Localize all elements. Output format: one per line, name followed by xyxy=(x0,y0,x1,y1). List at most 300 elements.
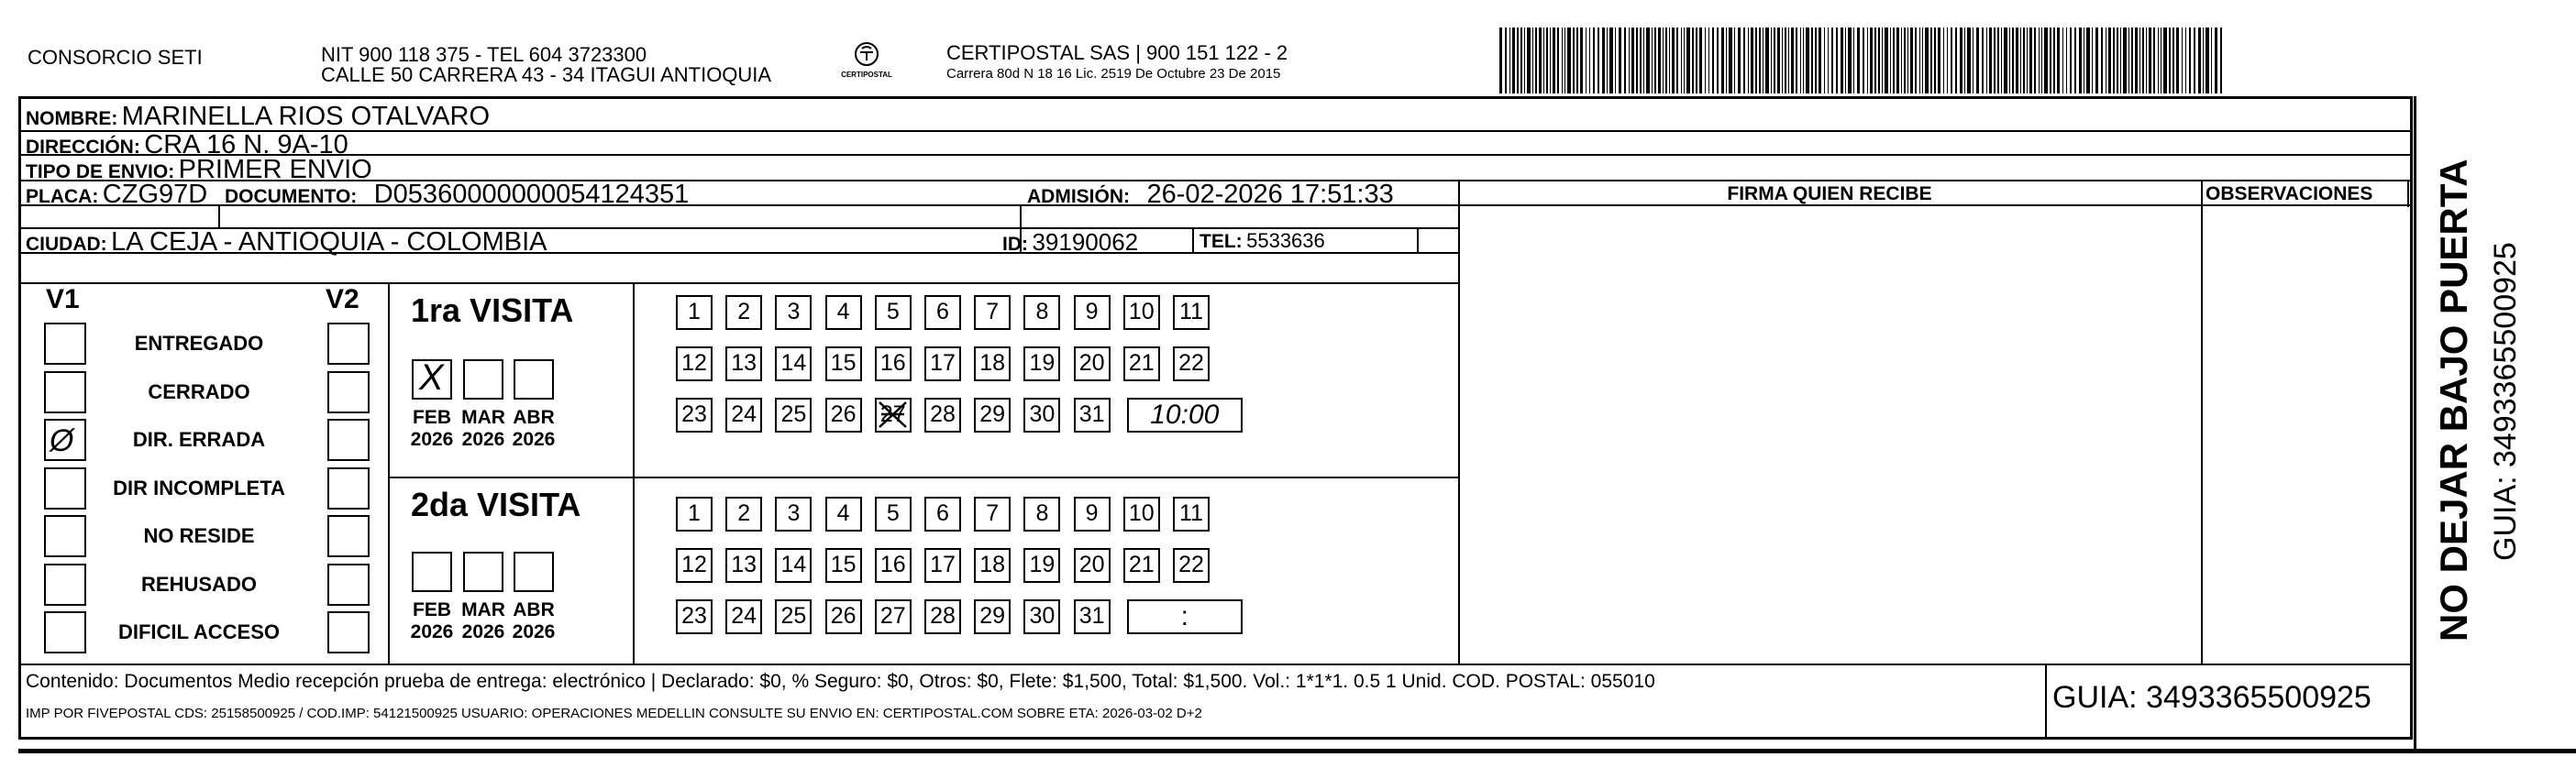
barcode-bar xyxy=(1748,27,1749,93)
day-number: 20 xyxy=(1078,552,1105,577)
company-name: CONSORCIO SETI xyxy=(28,46,203,69)
day-box[interactable] xyxy=(1173,295,1210,330)
barcode-bar xyxy=(2016,27,2018,93)
barcode-bar xyxy=(2120,27,2121,93)
barcode-bar xyxy=(2057,27,2060,93)
day-box[interactable] xyxy=(1123,497,1160,532)
visit1-title: 1ra VISITA xyxy=(411,291,574,329)
id-cell xyxy=(1002,228,1138,257)
day-box[interactable] xyxy=(924,548,961,583)
barcode-bar xyxy=(1994,27,1996,93)
frame-shadow-bottom xyxy=(18,749,2576,753)
day-box[interactable] xyxy=(725,398,762,433)
firma-header: FIRMA QUIEN RECIBE xyxy=(1727,183,1932,204)
day-box[interactable] xyxy=(1074,398,1111,433)
barcode-bar xyxy=(1665,27,1667,93)
day-box[interactable] xyxy=(825,548,862,583)
documento-label: DOCUMENTO: xyxy=(225,186,358,207)
barcode-bar xyxy=(1708,27,1709,93)
footer-line2: IMP POR FIVEPOSTAL CDS: 25158500925 / COD.IMP: 54121500925 USUARIO: OPERACIONES MEDELLIN CONSULTE SU ENVIO EN: CERTIPOSTAL.COM SOBRE ETA: 2026-03-02 D+2 xyxy=(26,706,1202,721)
month-label: MAR xyxy=(461,407,505,428)
barcode-bar xyxy=(2050,27,2051,93)
documento-cell xyxy=(225,180,689,210)
status-label: NO RESIDE xyxy=(143,524,255,547)
day-box[interactable] xyxy=(1123,548,1160,583)
barcode-bar xyxy=(2092,27,2093,93)
barcode-bar xyxy=(1576,27,1578,93)
barcode-bar xyxy=(1863,27,1864,93)
barcode-bar xyxy=(1586,27,1587,93)
day-box[interactable] xyxy=(676,548,713,583)
column-rule xyxy=(633,282,635,664)
status-label: DIFICIL ACCESO xyxy=(117,620,280,643)
direccion-value: CRA 16 N. 9A-10 xyxy=(144,130,348,159)
admision-cell xyxy=(1027,180,1394,210)
barcode-bar xyxy=(2169,27,2171,93)
v2-checkbox[interactable] xyxy=(327,611,370,653)
barcode-bar xyxy=(2053,27,2055,93)
barcode-bar xyxy=(1619,27,1621,93)
month-label: ABR xyxy=(513,599,555,620)
day-box[interactable] xyxy=(1023,398,1060,433)
scribble-icon xyxy=(877,400,909,430)
day-box[interactable] xyxy=(974,497,1011,532)
barcode-bar xyxy=(1755,27,1757,93)
day-number: 17 xyxy=(930,350,956,376)
day-box[interactable] xyxy=(924,599,961,634)
column-rule xyxy=(2045,664,2047,740)
day-number: 15 xyxy=(830,552,857,577)
barcode-bar xyxy=(1524,27,1525,93)
barcode-bar xyxy=(1636,27,1638,93)
day-number: 31 xyxy=(1078,401,1105,427)
barcode-bar xyxy=(2117,27,2118,93)
barcode-bar xyxy=(1947,27,1948,93)
day-box[interactable] xyxy=(775,295,812,330)
barcode-bar xyxy=(1938,27,1940,93)
day-box[interactable] xyxy=(1173,346,1210,381)
barcode-bar xyxy=(1564,27,1565,93)
day-box[interactable] xyxy=(725,295,762,330)
day-box[interactable] xyxy=(775,398,812,433)
barcode-bar xyxy=(2172,27,2174,93)
day-box[interactable] xyxy=(974,346,1011,381)
time-value: 10:00 xyxy=(1150,400,1220,430)
day-box[interactable] xyxy=(825,497,862,532)
day-number: 1 xyxy=(688,299,701,324)
row-rule xyxy=(388,477,1458,478)
barcode-bar xyxy=(2139,27,2140,93)
barcode-bar xyxy=(2004,27,2007,93)
day-number: 12 xyxy=(681,350,707,376)
day-number: 17 xyxy=(930,552,956,577)
day-number: 19 xyxy=(1029,552,1056,577)
month-checkbox[interactable] xyxy=(514,359,554,400)
day-box[interactable] xyxy=(924,398,961,433)
time-box[interactable] xyxy=(1127,398,1243,433)
barcode-bar xyxy=(1870,27,1873,93)
ciudad-value: LA CEJA - ANTIOQUIA - COLOMBIA xyxy=(111,227,547,257)
placa-value: CZG97D xyxy=(102,180,208,209)
barcode-bar xyxy=(1658,27,1661,93)
month-handwritten-mark: X xyxy=(419,357,444,398)
barcode-bar xyxy=(1815,27,1817,93)
day-box[interactable] xyxy=(1123,346,1160,381)
day-number: 26 xyxy=(830,401,857,427)
day-number: 21 xyxy=(1128,552,1155,577)
v1-handwritten-mark: Ø xyxy=(50,423,74,458)
barcode-bar xyxy=(2079,27,2082,93)
barcode-bar xyxy=(1845,27,1846,93)
barcode-bar xyxy=(1546,27,1548,93)
month-checkbox[interactable] xyxy=(412,359,452,400)
barcode-bar xyxy=(2108,27,2111,93)
day-box[interactable] xyxy=(875,398,912,433)
day-number: 22 xyxy=(1178,552,1204,577)
barcode-bar xyxy=(2163,27,2167,93)
visit2-title: 2da VISITA xyxy=(411,486,581,523)
barcode-bar xyxy=(2020,27,2021,93)
day-box[interactable] xyxy=(775,599,812,634)
no-dejar-bajo-puerta: NO DEJAR BAJO PUERTA xyxy=(2432,159,2475,642)
tel-cell xyxy=(1200,229,1325,253)
day-box[interactable] xyxy=(1074,548,1111,583)
observaciones-header: OBSERVACIONES xyxy=(2206,183,2373,204)
day-box[interactable] xyxy=(1173,497,1210,532)
ciudad-cell xyxy=(26,227,547,258)
day-box[interactable] xyxy=(775,548,812,583)
barcode-bar xyxy=(1915,27,1917,93)
barcode-bar xyxy=(1925,27,1929,93)
day-number: 15 xyxy=(830,350,857,376)
barcode-bar xyxy=(1751,27,1753,93)
barcode-bar xyxy=(1989,27,1992,93)
barcode-bar xyxy=(1640,27,1642,93)
barcode-bar xyxy=(1811,27,1813,93)
barcode-bar xyxy=(1803,27,1804,93)
day-number: 26 xyxy=(830,603,857,629)
day-number: 18 xyxy=(979,350,1006,376)
barcode-bar xyxy=(1878,27,1880,93)
certipostal-logo-icon xyxy=(835,38,899,92)
day-box[interactable] xyxy=(1023,295,1060,330)
barcode-bar xyxy=(1738,27,1741,93)
v2-checkbox[interactable] xyxy=(327,564,370,606)
status-label: DIR INCOMPLETA xyxy=(113,476,285,499)
barcode-bar xyxy=(2044,27,2048,93)
status-label: ENTREGADO xyxy=(134,332,264,355)
column-rule xyxy=(1458,180,1460,664)
day-number: 27 xyxy=(879,603,906,629)
day-box[interactable] xyxy=(875,346,912,381)
month-label: MAR xyxy=(461,599,505,620)
barcode-bar xyxy=(1782,27,1783,93)
tel-value: 5533636 xyxy=(1246,229,1325,252)
month-checkbox[interactable] xyxy=(463,359,503,400)
day-box[interactable] xyxy=(676,497,713,532)
v1-checkbox[interactable] xyxy=(44,419,86,461)
nombre-value: MARINELLA RIOS OTALVARO xyxy=(121,102,491,131)
tipo-envio-label: TIPO DE ENVIO: xyxy=(26,161,175,182)
placa-cell xyxy=(26,180,207,210)
barcode-bar xyxy=(2146,27,2147,93)
status-label: REHUSADO xyxy=(141,572,257,596)
status-label: DIR. ERRADA xyxy=(132,428,266,451)
barcode-bar xyxy=(2158,27,2159,93)
day-box[interactable] xyxy=(775,346,812,381)
month-label: FEB xyxy=(413,599,451,620)
day-box[interactable] xyxy=(676,295,713,330)
day-number: 14 xyxy=(780,552,807,577)
day-number: 27 xyxy=(879,401,906,427)
v2-checkbox[interactable] xyxy=(327,515,370,557)
barcode-bar xyxy=(1557,27,1559,93)
day-box[interactable] xyxy=(775,497,812,532)
day-box[interactable] xyxy=(1023,548,1060,583)
barcode-bar xyxy=(1520,27,1522,93)
barcode-bar xyxy=(1955,27,1957,93)
barcode-bar xyxy=(2023,27,2025,93)
day-number: 10 xyxy=(1128,299,1155,324)
day-number: 6 xyxy=(936,299,949,324)
day-box[interactable] xyxy=(825,398,862,433)
day-number: 10 xyxy=(1128,500,1155,526)
barcode-bar xyxy=(1509,27,1510,93)
barcode-bar xyxy=(2135,27,2138,93)
day-box[interactable] xyxy=(1023,599,1060,634)
barcode-bar xyxy=(1527,27,1531,93)
day-box[interactable] xyxy=(1074,346,1111,381)
column-rule xyxy=(2407,180,2409,207)
row-rule xyxy=(18,282,1458,284)
footer-line1: Contenido: Documentos Medio recepción prueba de entrega: electrónico | Declarado: $0, % Seguro: $0, Otros: $0, Flete: $1,500, Total: $1,500. Vol.: 1*1*1. 0.5 1 Unid. COD. POSTAL: 055010 xyxy=(26,671,1655,692)
barcode-bar xyxy=(1543,27,1544,93)
barcode-bar xyxy=(1986,27,1987,93)
barcode-bar xyxy=(2113,27,2115,93)
day-box[interactable] xyxy=(1023,497,1060,532)
day-box[interactable] xyxy=(1074,599,1111,634)
time-box[interactable] xyxy=(1127,599,1243,634)
day-box[interactable] xyxy=(875,497,912,532)
v1-checkbox[interactable] xyxy=(44,371,86,413)
barcode-bar xyxy=(2176,27,2179,93)
barcode-bar xyxy=(1882,27,1883,93)
row-rule xyxy=(18,664,2413,665)
month-checkbox[interactable] xyxy=(412,552,452,592)
barcode-bar xyxy=(1598,27,1599,93)
day-box[interactable] xyxy=(676,599,713,634)
row-rule xyxy=(18,154,2413,156)
day-box[interactable] xyxy=(676,346,713,381)
v1-checkbox[interactable] xyxy=(44,467,86,510)
day-number: 25 xyxy=(780,401,807,427)
day-number: 30 xyxy=(1029,603,1056,629)
barcode-bar xyxy=(1712,27,1714,93)
barcode-bar xyxy=(1893,27,1895,93)
barcode-bar xyxy=(1631,27,1634,93)
year-label: 2026 xyxy=(461,429,505,450)
year-label: 2026 xyxy=(512,429,556,450)
day-number: 4 xyxy=(836,299,850,324)
year-label: 2026 xyxy=(461,621,505,642)
v1-checkbox[interactable] xyxy=(44,515,86,557)
barcode-bar xyxy=(2220,27,2222,93)
barcode-bar xyxy=(1831,27,1833,93)
barcode-bar xyxy=(2034,27,2036,93)
barcode-bar xyxy=(1982,27,1984,93)
side-guia: GUIA: 3493365500925 xyxy=(2488,242,2523,561)
nit-line: NIT 900 118 375 - TEL 604 3723300 xyxy=(321,43,647,66)
barcode-bar xyxy=(1553,27,1555,93)
day-number: 1 xyxy=(688,500,701,526)
barcode-bar xyxy=(2194,27,2195,93)
day-box[interactable] xyxy=(924,295,961,330)
barcode-bar xyxy=(1771,27,1772,93)
barcode-bar xyxy=(1681,27,1682,93)
barcode-bar xyxy=(1562,27,1563,93)
day-number: 2 xyxy=(737,500,751,526)
barcode-bar xyxy=(1967,27,1971,93)
barcode-bar xyxy=(2149,27,2151,93)
v1-checkbox[interactable] xyxy=(44,564,86,606)
barcode-bar xyxy=(2027,27,2028,93)
barcode-bar xyxy=(1734,27,1735,93)
day-scribble-mark xyxy=(877,400,909,430)
day-box[interactable] xyxy=(825,599,862,634)
day-number: 23 xyxy=(681,401,707,427)
v1-checkbox[interactable] xyxy=(44,611,86,653)
barcode-bar xyxy=(1759,27,1761,93)
barcode-bar xyxy=(1976,27,1979,93)
barcode-bar xyxy=(1874,27,1876,93)
barcode-bar xyxy=(2012,27,2014,93)
year-label: 2026 xyxy=(410,429,454,450)
barcode-bar xyxy=(2131,27,2133,93)
day-box[interactable] xyxy=(875,599,912,634)
id-value: 39190062 xyxy=(1032,228,1139,256)
day-number: 6 xyxy=(936,500,949,526)
v1-checkbox[interactable] xyxy=(44,323,86,365)
v2-checkbox[interactable] xyxy=(327,467,370,510)
barcode-bar xyxy=(2153,27,2155,93)
certipostal-line1: CERTIPOSTAL SAS | 900 151 122 - 2 xyxy=(946,41,1288,64)
day-box[interactable] xyxy=(825,346,862,381)
barcode-bar xyxy=(1567,27,1571,93)
barcode-bar xyxy=(1857,27,1860,93)
day-box[interactable] xyxy=(974,548,1011,583)
day-number: 2 xyxy=(737,299,751,324)
month-checkbox[interactable] xyxy=(463,552,503,592)
month-checkbox[interactable] xyxy=(514,552,554,592)
barcode-bar xyxy=(2211,27,2212,93)
barcode-bar xyxy=(2206,27,2209,93)
barcode-bar xyxy=(1499,27,1502,93)
barcode-bar xyxy=(1765,27,1769,93)
direccion-label: DIRECCIÓN: xyxy=(26,137,140,158)
barcode-bar xyxy=(1573,27,1575,93)
day-box[interactable] xyxy=(924,346,961,381)
barcode-bar xyxy=(1654,27,1656,93)
day-number: 25 xyxy=(780,603,807,629)
placa-label: PLACA: xyxy=(26,186,99,207)
barcode-bar xyxy=(1517,27,1519,93)
v2-checkbox[interactable] xyxy=(327,371,370,413)
day-box[interactable] xyxy=(725,497,762,532)
day-box[interactable] xyxy=(1074,295,1111,330)
barcode-bar xyxy=(2142,27,2144,93)
v2-checkbox[interactable] xyxy=(327,419,370,461)
barcode-bar xyxy=(2041,27,2042,93)
day-number: 9 xyxy=(1085,299,1099,324)
barcode-bar xyxy=(1692,27,1694,93)
barcode-bar xyxy=(2095,27,2098,93)
nombre-row xyxy=(26,102,490,132)
ciudad-label: CIUDAD: xyxy=(26,234,107,255)
day-box[interactable] xyxy=(676,398,713,433)
barcode-bar xyxy=(1699,27,1702,93)
day-box[interactable] xyxy=(1123,295,1160,330)
day-box[interactable] xyxy=(725,548,762,583)
v2-checkbox[interactable] xyxy=(327,323,370,365)
barcode-bar xyxy=(1652,27,1653,93)
day-number: 22 xyxy=(1178,350,1204,376)
day-number: 19 xyxy=(1029,350,1056,376)
day-box[interactable] xyxy=(974,398,1011,433)
day-box[interactable] xyxy=(924,497,961,532)
day-box[interactable] xyxy=(974,295,1011,330)
day-box[interactable] xyxy=(1023,346,1060,381)
barcode-bar xyxy=(1512,27,1515,93)
barcode-bar xyxy=(2070,27,2072,93)
admision-value: 26-02-2026 17:51:33 xyxy=(1146,180,1394,209)
barcode-bar xyxy=(1607,27,1608,93)
barcode-bar xyxy=(1505,27,1507,93)
barcode-bar xyxy=(2029,27,2032,93)
day-box[interactable] xyxy=(974,599,1011,634)
address-line: CALLE 50 CARRERA 43 - 34 ITAGUI ANTIOQUIA xyxy=(321,63,772,86)
day-box[interactable] xyxy=(1173,548,1210,583)
day-number: 11 xyxy=(1179,299,1203,324)
barcode-bar xyxy=(2086,27,2090,93)
barcode-bar xyxy=(2066,27,2067,93)
day-number: 11 xyxy=(1179,500,1203,526)
barcode-bar xyxy=(1806,27,1809,93)
day-number: 24 xyxy=(731,603,757,629)
barcode-bar xyxy=(1743,27,1745,93)
barcode-bar xyxy=(1841,27,1843,93)
day-box[interactable] xyxy=(825,295,862,330)
time-value: : xyxy=(1180,601,1188,631)
barcode-bar xyxy=(1580,27,1583,93)
barcode-bar xyxy=(1791,27,1794,93)
barcode-bar xyxy=(2101,27,2103,93)
footer-guia: GUIA: 3493365500925 xyxy=(2052,680,2371,715)
day-box[interactable] xyxy=(875,295,912,330)
day-box[interactable] xyxy=(725,599,762,634)
barcode-bar xyxy=(2189,27,2191,93)
day-box[interactable] xyxy=(875,548,912,583)
barcode-bar xyxy=(1964,27,1965,93)
barcode-bar xyxy=(1836,27,1838,93)
barcode-bar xyxy=(2074,27,2076,93)
month-label: ABR xyxy=(513,407,555,428)
day-box[interactable] xyxy=(1074,497,1111,532)
barcode-bar xyxy=(2123,27,2127,93)
barcode-bar xyxy=(1729,27,1732,93)
barcode-bar xyxy=(1788,27,1789,93)
day-number: 7 xyxy=(986,500,1000,526)
day-box[interactable] xyxy=(725,346,762,381)
